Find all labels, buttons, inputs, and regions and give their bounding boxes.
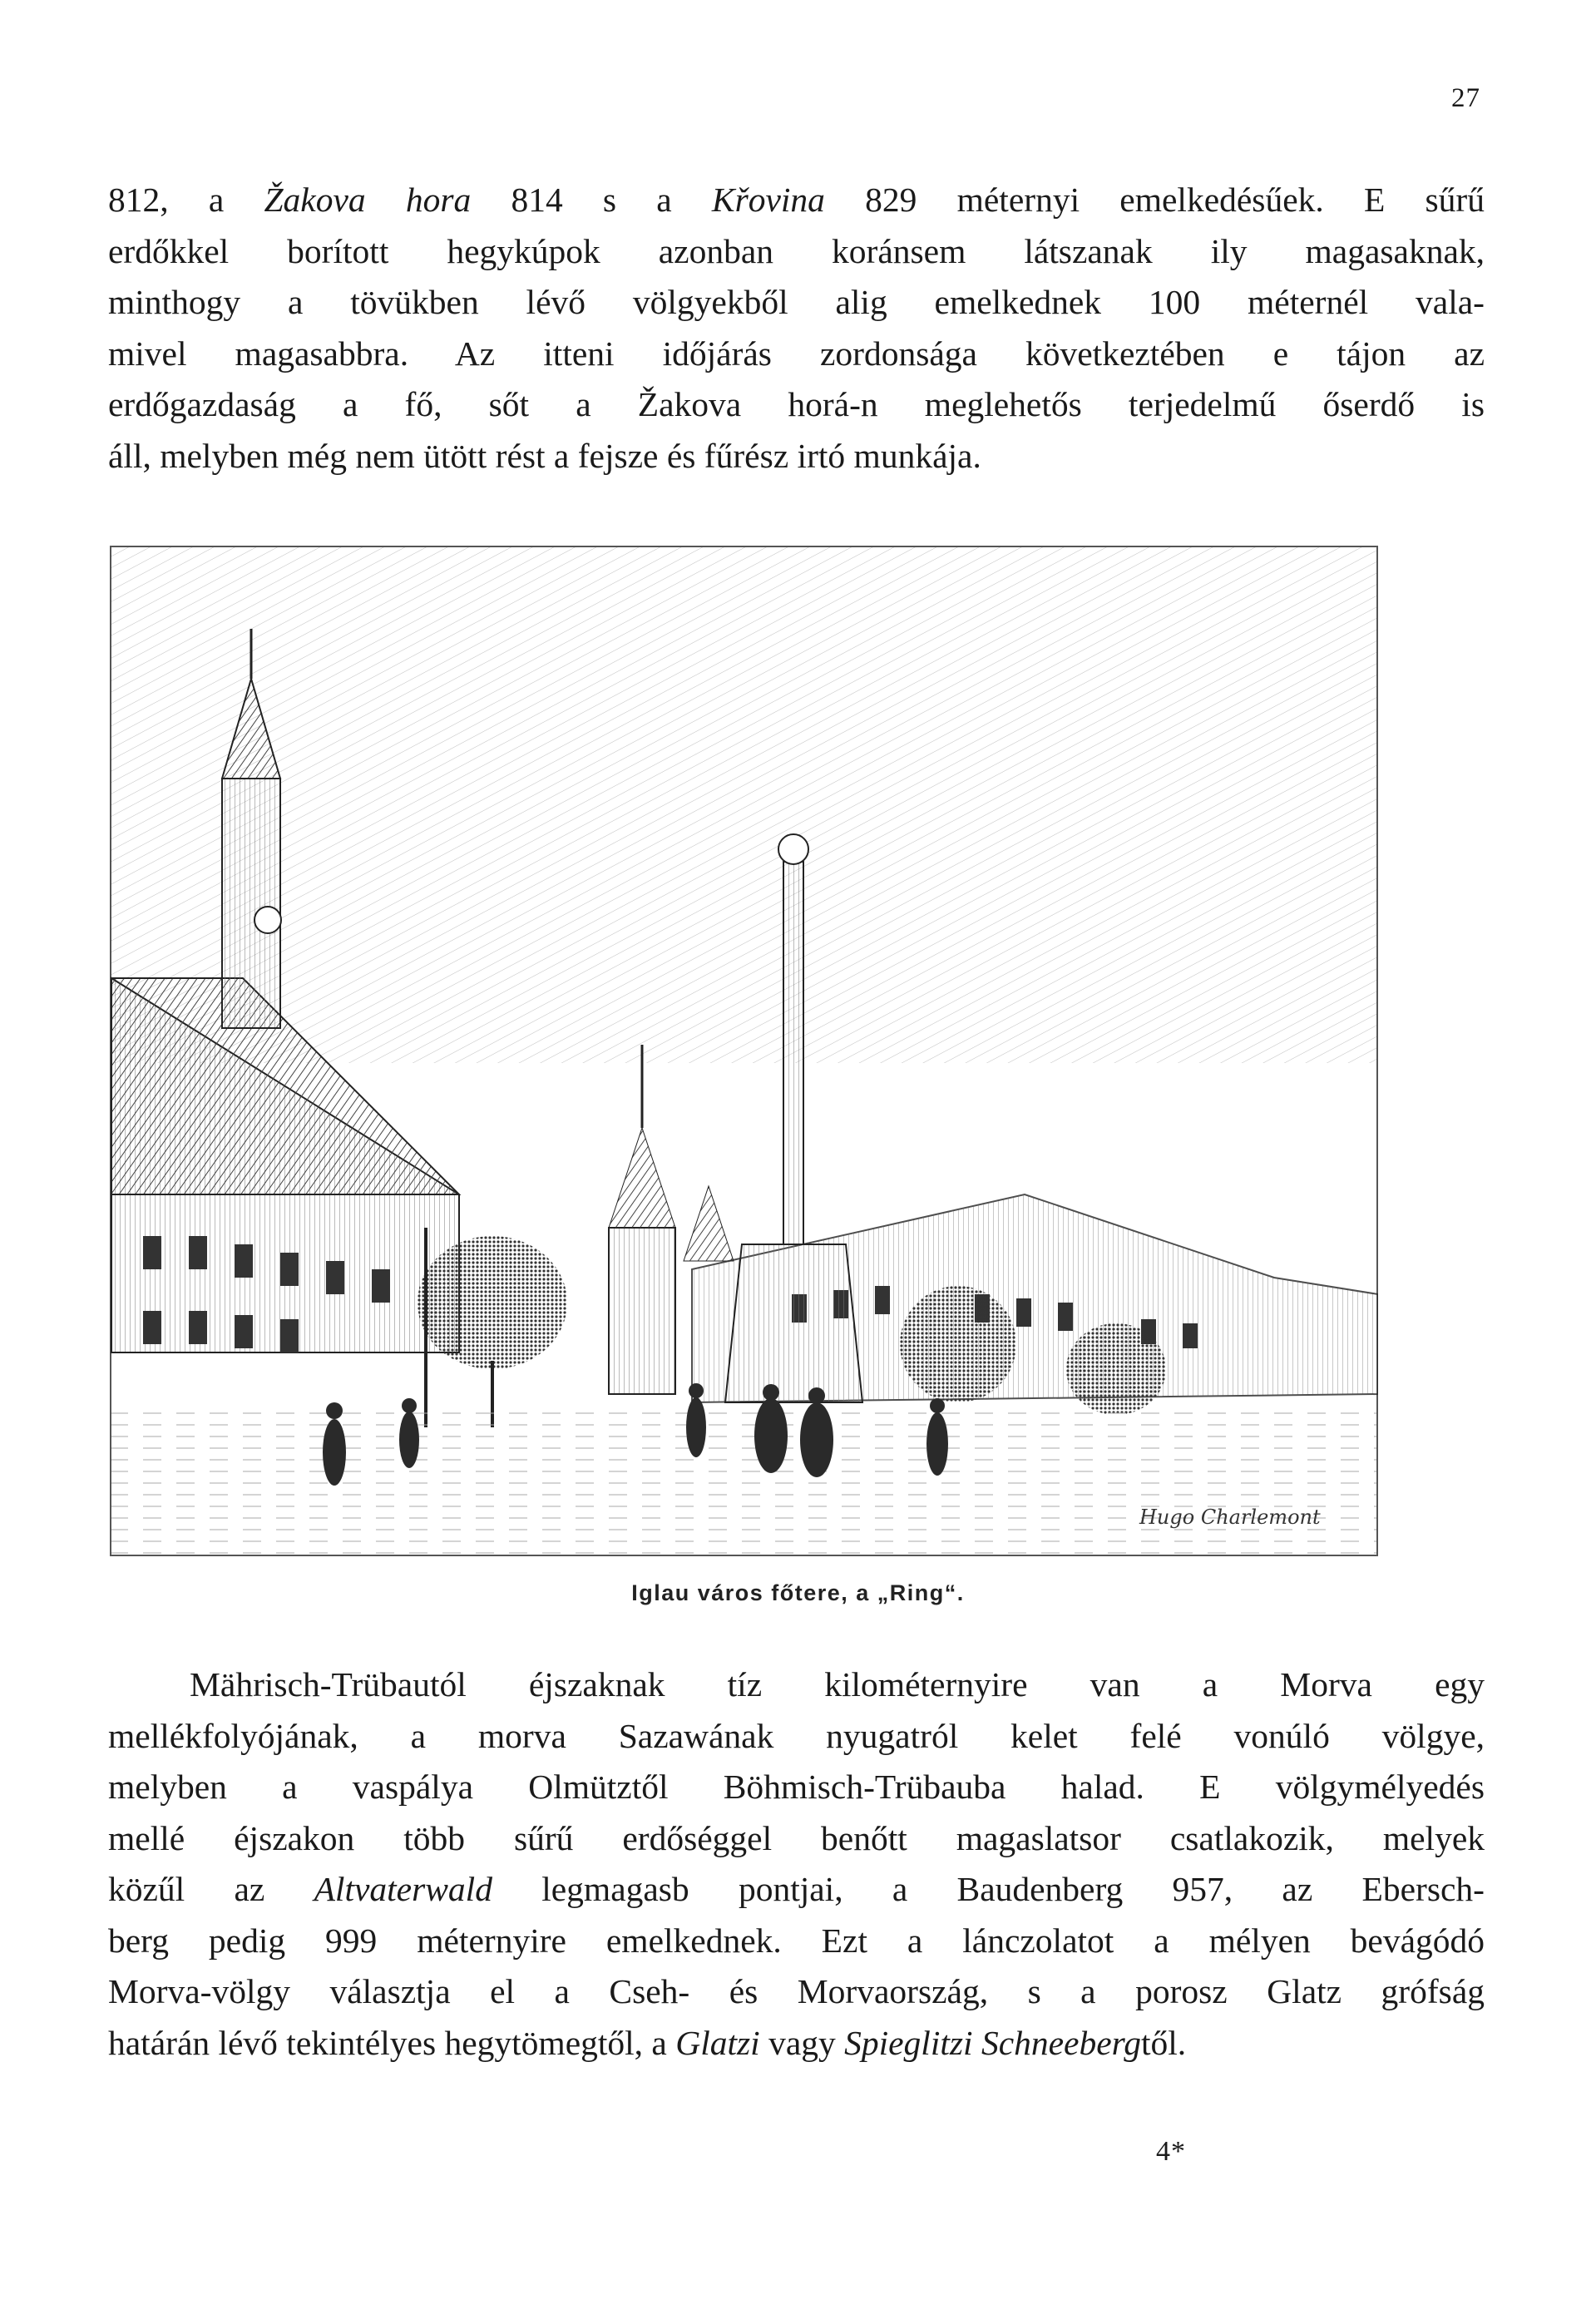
text-line: erdőkkel borított hegykúpok azonban koránsem látszanak ily magasaknak, bbox=[108, 231, 1485, 270]
text-line: minthogy a tövükben lévő völgyekből alig emelkednek 100 méternél vala- bbox=[108, 283, 1485, 321]
text-line: áll, melyben még nem ütött rést a fejsze és fűrész irtó munkája. bbox=[108, 436, 981, 475]
text-line: 812, a Žakova hora 814 s a Křovina 829 méternyi emelkedésűek. E sűrű bbox=[108, 180, 1485, 219]
text-line: mellé éjszakon több sűrű erdőséggel benőtt magaslatsor csatlakozik, melyek bbox=[108, 1818, 1485, 1857]
text-line: mivel magasabbra. Az itteni időjárás zordonsága következtében e tájon az bbox=[108, 334, 1485, 373]
text-line: mellékfolyójának, a morva Sazawának nyugatról kelet felé vonúló völgye, bbox=[108, 1716, 1485, 1755]
italic-term: Žakova hora bbox=[264, 180, 472, 219]
page-number: 27 bbox=[1451, 83, 1480, 113]
italic-term: Altvaterwald bbox=[314, 1870, 492, 1908]
text-line: határán lévő tekintélyes hegytömegtől, a Glatzi vagy Spieglitzi Schneebergtől. bbox=[108, 2023, 1187, 2062]
signature-mark: 4* bbox=[1156, 2136, 1186, 2167]
text-line: Morva-völgy választja el a Cseh- és Morvaország, s a porosz Glatz grófság bbox=[108, 1972, 1485, 2010]
text-line: erdőgazdaság a fő, sőt a Žakova horá-n meglehetős terjedelmű őserdő is bbox=[108, 385, 1485, 423]
paragraph-1 bbox=[108, 175, 1485, 482]
italic-term: Křovina bbox=[711, 180, 825, 219]
italic-term: Glatzi bbox=[675, 2023, 760, 2062]
artist-signature: Hugo Charlemont bbox=[1139, 1506, 1321, 1529]
text-line: közűl az Altvaterwald legmagasb pontjai, a Baudenberg 957, az Ebersch- bbox=[108, 1870, 1485, 1908]
text-line: Mährisch-Trübautól éjszaknak tíz kilométernyire van a Morva egy bbox=[190, 1665, 1485, 1703]
text-line: melyben a vaspálya Olmütztől Böhmisch-Trübauba halad. E völgymélyedés bbox=[108, 1768, 1485, 1806]
paragraph-2 bbox=[108, 1659, 1485, 2069]
text-line: berg pedig 999 méternyire emelkednek. Ezt a lánczolatot a mélyen bevágódó bbox=[108, 1921, 1485, 1960]
illustration-town-square bbox=[110, 546, 1378, 1556]
italic-term: Spieglitzi Schneeberg bbox=[844, 2023, 1141, 2062]
figure-caption: Iglau város főtere, a „Ring“. bbox=[631, 1580, 965, 1605]
